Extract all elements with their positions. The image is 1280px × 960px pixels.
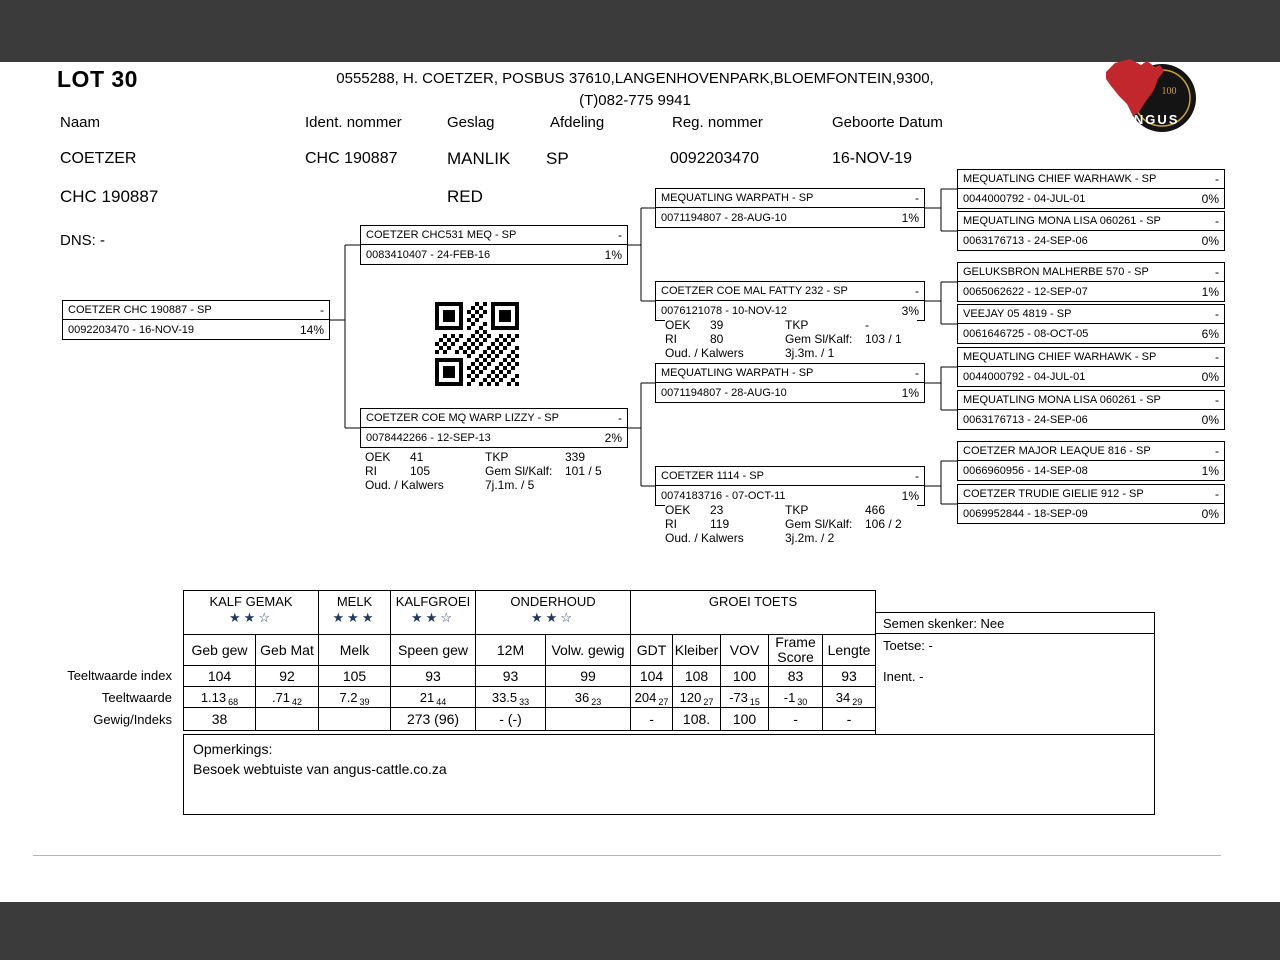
animal-flag: - (1215, 444, 1219, 458)
ebv-accuracy: 30 (797, 696, 808, 707)
animal-flag: - (618, 228, 622, 242)
animal-flag: - (915, 191, 919, 205)
index-cell: 93 (476, 666, 546, 687)
star-rating: ★★☆ (411, 610, 455, 625)
animal-flag: - (618, 411, 622, 425)
oek-value: 41 (410, 450, 424, 464)
ebv-value: 33.5 (491, 689, 518, 705)
animal-name: MEQUATLING MONA LISA 060261 - SP (963, 215, 1161, 227)
animal-id: CHC 190887 (60, 187, 159, 206)
weight-cell: 273 (96) (391, 708, 476, 731)
ri-value: 119 (710, 517, 730, 531)
inbreeding-pct: 0% (1201, 506, 1219, 521)
value-cell (769, 687, 823, 708)
pedigree-box-dam (360, 408, 628, 448)
animal-name: COETZER COE MQ WARP LIZZY - SP (366, 412, 559, 424)
pedigree-box-ggp5 (957, 347, 1225, 387)
ebv-value: 7.2 (339, 689, 358, 705)
animal-name: GELUKSBRON MALHERBE 570 - SP (963, 266, 1149, 278)
index-cell: 93 (823, 666, 876, 687)
dam-stats (365, 450, 627, 492)
dns-status: DNS: - (60, 232, 105, 249)
animal-name: MEQUATLING WARPATH - SP (661, 367, 814, 379)
top-bar (0, 0, 1280, 62)
pedigree-box-gp4 (655, 466, 925, 506)
star-rating: ★★☆ (229, 610, 273, 625)
ebv-value: -73 (729, 689, 748, 705)
tkp-label: TKP (485, 450, 509, 464)
value-cell (673, 687, 721, 708)
inbreeding-pct: 3% (901, 303, 919, 318)
inbreeding-pct: 1% (901, 210, 919, 225)
oek-label: OEK (665, 318, 691, 332)
animal-reg: 0071194807 - 28-AUG-10 (661, 386, 787, 399)
animal-reg: 0092203470 - 16-NOV-19 (68, 323, 194, 336)
group-label: KALFGROEI (395, 594, 471, 609)
animal-flag: - (320, 303, 324, 317)
inbreeding-pct: 1% (1201, 284, 1219, 299)
ebv-accuracy: 44 (436, 696, 447, 707)
label-geslag: Geslag (447, 114, 495, 131)
pedigree-box-ggp1 (957, 169, 1225, 209)
pedigree-box-ggp4 (957, 304, 1225, 344)
logo-100-badge: 100 (1161, 86, 1177, 97)
label-geboorte-datum: Geboorte Datum (832, 114, 943, 131)
animal-name: MEQUATLING WARPATH - SP (661, 192, 814, 204)
ebv-accuracy: 15 (749, 696, 760, 707)
gem-value: 101 / 5 (565, 464, 602, 478)
breeder-line1: 0555288, H. COETZER, POSBUS 37610,LANGENHOVENPARK,BLOEMFONTEIN,9300, (336, 70, 934, 87)
lot-number: LOT 30 (57, 66, 138, 92)
index-cell: 83 (769, 666, 823, 687)
animal-name: MEQUATLING MONA LISA 060261 - SP (963, 394, 1161, 406)
group-label: KALF GEMAK (209, 594, 293, 609)
inbreeding-pct: 0% (1201, 412, 1219, 427)
animal-name: VEEJAY 05 4819 - SP (963, 308, 1072, 320)
gem-value: 106 / 2 (865, 517, 902, 531)
breeder-contact (240, 68, 1030, 112)
col-vov: VOV (721, 635, 769, 666)
col-speen-gew: Speen gew (391, 635, 476, 666)
animal-reg: 0083410407 - 24-FEB-16 (366, 248, 491, 261)
animal-flag: - (1215, 214, 1219, 228)
animal-reg: 0074183716 - 07-OCT-11 (661, 489, 786, 502)
label-ident-nommer: Ident. nommer (305, 114, 402, 131)
logo-angus-text: ANGUS (1122, 112, 1180, 127)
value-geslag: MANLIK (447, 149, 511, 168)
ri-label: RI (365, 464, 377, 478)
animal-reg: 0071194807 - 28-AUG-10 (661, 211, 787, 224)
ebv-value: -1 (783, 689, 796, 705)
teeltwaarde-index-row (184, 666, 876, 687)
animal-name: COETZER COE MAL FATTY 232 - SP (661, 285, 848, 297)
ebv-value: 21 (419, 689, 435, 705)
pedigree-box-gp3 (655, 363, 925, 403)
oek-value: 39 (710, 318, 724, 332)
tkp-value: 339 (565, 450, 586, 464)
gem-label: Gem Sl/Kalf: (485, 464, 553, 478)
pedigree-box-sire (360, 225, 628, 265)
index-cell: 100 (721, 666, 769, 687)
col-geb-mat: Geb Mat (256, 635, 319, 666)
ebv-accuracy: 29 (852, 696, 863, 707)
animal-name: COETZER MAJOR LEAQUE 816 - SP (963, 445, 1151, 457)
animal-reg: 0044000792 - 04-JUL-01 (963, 192, 1086, 205)
ri-label: RI (665, 332, 677, 346)
animal-reg: 0063176713 - 24-SEP-06 (963, 234, 1088, 247)
col-melk: Melk (319, 635, 391, 666)
star-rating: ★★☆ (531, 610, 575, 625)
tkp-label: TKP (785, 318, 809, 332)
ebv-value: 120 (679, 689, 702, 705)
animal-reg: 0066960956 - 14-SEP-08 (963, 464, 1088, 477)
weight-cell (319, 708, 391, 731)
col-frame-score: Frame Score (769, 635, 823, 666)
toetse: Toetse: - (883, 638, 933, 653)
side-panel (875, 612, 1155, 735)
group-label: MELK (336, 594, 373, 609)
weight-cell: - (769, 708, 823, 731)
col-12m: 12M (476, 635, 546, 666)
animal-reg: 0076121078 - 10-NOV-12 (661, 304, 787, 317)
weight-cell: 108. (673, 708, 721, 731)
inent: Inent. - (883, 669, 924, 684)
pedigree-box-ggp2 (957, 211, 1225, 251)
inbreeding-pct: 0% (1201, 369, 1219, 384)
gem-label: Gem Sl/Kalf: (785, 517, 853, 531)
value-cell (184, 687, 256, 708)
animal-flag: - (1215, 172, 1219, 186)
value-cell (476, 687, 546, 708)
index-cell: 92 (256, 666, 319, 687)
label-reg-nommer: Reg. nommer (672, 114, 763, 131)
semen-skenker: Semen skenker: Nee (876, 613, 1154, 634)
ebv-value: 1.13 (200, 689, 227, 705)
value-cell (631, 687, 673, 708)
tkp-label: TKP (785, 503, 809, 517)
index-cell: 104 (631, 666, 673, 687)
col-lengte: Lengte (823, 635, 876, 666)
pedigree-box-ggp6 (957, 390, 1225, 430)
ebv-accuracy: 33 (519, 696, 530, 707)
oud-label: Oud. / Kalwers (665, 346, 744, 360)
teeltwaarde-row (184, 687, 876, 708)
animal-name: MEQUATLING CHIEF WARHAWK - SP (963, 173, 1157, 185)
ebv-accuracy: 27 (703, 696, 714, 707)
angus-logo-graphic (1103, 56, 1197, 138)
bottom-bar (0, 902, 1280, 960)
animal-name: COETZER CHC531 MEQ - SP (366, 229, 517, 241)
index-cell: 99 (546, 666, 631, 687)
weight-cell: 38 (184, 708, 256, 731)
animal-reg: 0044000792 - 04-JUL-01 (963, 370, 1086, 383)
label-afdeling: Afdeling (550, 114, 605, 131)
animal-colour: RED (447, 187, 483, 206)
inbreeding-pct: 6% (1201, 326, 1219, 341)
group-label: GROEI TOETS (708, 594, 798, 609)
weight-cell: - (631, 708, 673, 731)
ebv-value: 36 (574, 689, 590, 705)
animal-flag: - (1215, 487, 1219, 501)
oud-label: Oud. / Kalwers (665, 531, 744, 545)
weight-cell: 100 (721, 708, 769, 731)
col-gdt: GDT (631, 635, 673, 666)
weight-cell: - (823, 708, 876, 731)
ebv-value: 34 (835, 689, 851, 705)
inbreeding-pct: 1% (901, 488, 919, 503)
opmerkings-text: Besoek webtuiste van angus-cattle.co.za (193, 761, 447, 777)
label-naam: Naam (60, 114, 101, 131)
weight-cell (256, 708, 319, 731)
inbreeding-pct: 1% (1201, 463, 1219, 478)
ebv-value: .71 (271, 689, 291, 705)
angus-logo (1103, 56, 1197, 138)
value-cell (823, 687, 876, 708)
value-cell (319, 687, 391, 708)
pedigree-box-ggp8 (957, 484, 1225, 524)
opmerkings-label: Opmerkings: (193, 741, 273, 757)
star-rating: ★★★ (332, 610, 377, 625)
inbreeding-pct: 1% (901, 385, 919, 400)
ri-value: 105 (410, 464, 431, 478)
oek-label: OEK (365, 450, 391, 464)
index-cell: 108 (673, 666, 721, 687)
oud-value: 3j.3m. / 1 (785, 346, 835, 360)
animal-flag: - (1215, 350, 1219, 364)
gewig-indeks-row (184, 708, 876, 731)
col-kleiber: Kleiber (673, 635, 721, 666)
oud-value: 7j.1m. / 5 (485, 478, 535, 492)
animal-flag: - (1215, 307, 1219, 321)
weight-cell (546, 708, 631, 731)
value-cell (546, 687, 631, 708)
ebv-accuracy: 68 (228, 696, 239, 707)
value-ident-nommer: CHC 190887 (305, 150, 398, 167)
col-geb-gew: Geb gew (184, 635, 256, 666)
value-reg-nommer: 0092203470 (670, 150, 759, 167)
inbreeding-pct: 2% (604, 430, 622, 445)
animal-name: COETZER TRUDIE GIELIE 912 - SP (963, 488, 1144, 500)
animal-flag: - (1215, 393, 1219, 407)
group-melk (319, 591, 391, 635)
ebv-accuracy: 23 (591, 696, 602, 707)
animal-flag: - (1215, 265, 1219, 279)
pedigree-box-ggp3 (957, 262, 1225, 302)
tkp-value: - (865, 318, 869, 332)
value-geboorte-datum: 16-NOV-19 (832, 150, 913, 167)
pedigree-box-ggp7 (957, 441, 1225, 481)
ebv-value: 204 (634, 689, 657, 705)
row-label-teeltwaarde: Teeltwaarde (101, 690, 172, 705)
index-cell: 93 (391, 666, 476, 687)
pedigree-box-gp2 (655, 281, 925, 321)
animal-name: COETZER 1114 - SP (661, 470, 764, 482)
oek-value: 23 (710, 503, 724, 517)
value-cell (391, 687, 476, 708)
row-label-teeltwaarde-index: Teeltwaarde index (67, 668, 172, 683)
qr-code (435, 302, 519, 386)
ebv-accuracy: 39 (359, 696, 370, 707)
group-label: ONDERHOUD (510, 594, 596, 609)
ri-value: 80 (710, 332, 724, 346)
value-afdeling: SP (546, 149, 569, 168)
value-cell (721, 687, 769, 708)
inbreeding-pct: 0% (1201, 191, 1219, 206)
pedigree-box-gp1 (655, 188, 925, 228)
breeding-values-table (183, 590, 876, 731)
value-naam: COETZER (60, 150, 137, 167)
index-cell: 104 (184, 666, 256, 687)
animal-reg: 0078442266 - 12-SEP-13 (366, 431, 491, 444)
oud-label: Oud. / Kalwers (365, 478, 444, 492)
gem-label: Gem Sl/Kalf: (785, 332, 853, 346)
group-header-row (184, 591, 876, 635)
ri-label: RI (665, 517, 677, 531)
animal-flag: - (915, 366, 919, 380)
tkp-value: 466 (865, 503, 886, 517)
animal-name: COETZER CHC 190887 - SP (68, 304, 212, 316)
column-header-row (184, 635, 876, 666)
animal-name: MEQUATLING CHIEF WARHAWK - SP (963, 351, 1157, 363)
ebv-accuracy: 42 (292, 696, 303, 707)
col-volw-gewig: Volw. gewig (546, 635, 631, 666)
footer-divider (33, 855, 1221, 856)
pedigree-box-subject (62, 300, 330, 340)
breeder-line2: (T)082-775 9941 (579, 92, 691, 109)
inbreeding-pct: 14% (299, 322, 324, 337)
row-label-gewig-indeks: Gewig/Indeks (93, 712, 172, 727)
gp2-stats (665, 318, 917, 360)
animal-reg: 0061646725 - 08-OCT-05 (963, 327, 1089, 340)
oud-value: 3j.2m. / 2 (785, 531, 835, 545)
animal-flag: - (915, 284, 919, 298)
inbreeding-pct: 1% (604, 247, 622, 262)
gp4-stats (665, 503, 917, 545)
animal-reg: 0065062622 - 12-SEP-07 (963, 285, 1088, 298)
group-groei-toets (631, 591, 876, 635)
group-onderhoud (476, 591, 631, 635)
gem-value: 103 / 1 (865, 332, 902, 346)
weight-cell: - (-) (476, 708, 546, 731)
index-cell: 105 (319, 666, 391, 687)
oek-label: OEK (665, 503, 691, 517)
value-cell (256, 687, 319, 708)
animal-reg: 0069952844 - 18-SEP-09 (963, 507, 1088, 520)
inbreeding-pct: 0% (1201, 233, 1219, 248)
group-kalf-gemak (184, 591, 319, 635)
animal-reg: 0063176713 - 24-SEP-06 (963, 413, 1088, 426)
opmerkings-box (183, 734, 1155, 815)
group-kalfgroei (391, 591, 476, 635)
ebv-accuracy: 27 (658, 696, 669, 707)
animal-flag: - (915, 469, 919, 483)
